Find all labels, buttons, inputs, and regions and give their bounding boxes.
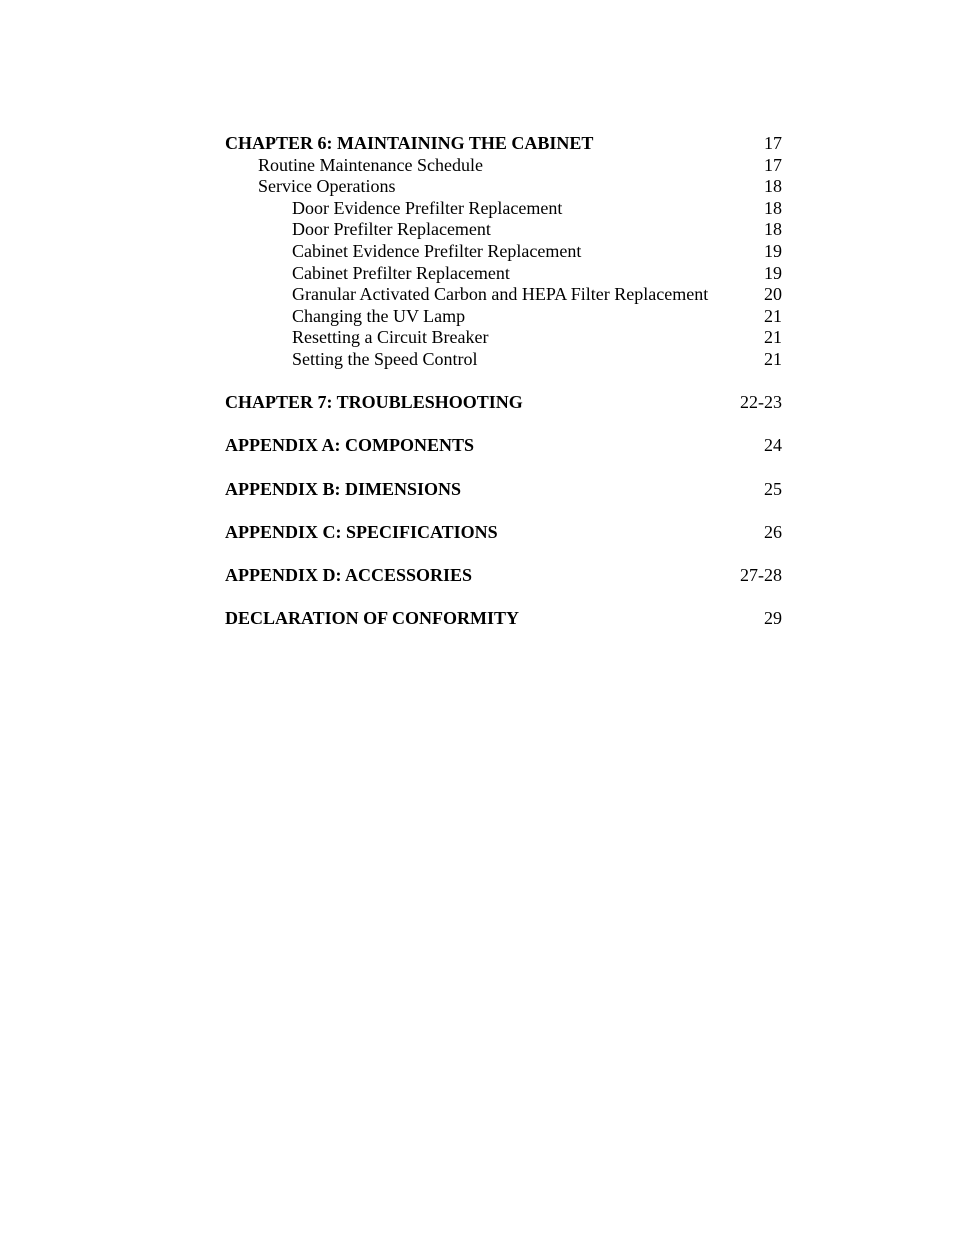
toc-entry-title: APPENDIX C: SPECIFICATIONS bbox=[225, 521, 498, 542]
toc-entry-circuit-breaker[interactable] bbox=[225, 327, 782, 349]
toc-entry-title: Changing the UV Lamp bbox=[292, 305, 466, 326]
toc-entry-title: Service Operations bbox=[258, 176, 396, 197]
toc-entry-title: APPENDIX D: ACCESSORIES bbox=[225, 564, 473, 585]
toc-entry-title: Granular Activated Carbon and HEPA Filter Replacement bbox=[292, 284, 709, 305]
toc-entry-page: 22-23 bbox=[740, 392, 782, 413]
toc-entry-page: 21 bbox=[764, 305, 782, 326]
toc-entry-page: 17 bbox=[764, 154, 782, 175]
table-of-contents bbox=[225, 133, 782, 630]
toc-entry-speed-control[interactable] bbox=[225, 349, 782, 371]
toc-entry-appendix-b[interactable] bbox=[225, 479, 782, 501]
toc-entry-page: 17 bbox=[764, 133, 782, 153]
toc-entry-page: 21 bbox=[764, 348, 782, 369]
toc-entry-title: Setting the Speed Control bbox=[292, 348, 478, 369]
toc-entry-title: APPENDIX B: DIMENSIONS bbox=[225, 478, 462, 499]
toc-entry-page: 25 bbox=[764, 478, 782, 499]
toc-entry-page: 20 bbox=[764, 284, 782, 305]
toc-entry-carbon-hepa-filter[interactable] bbox=[225, 284, 782, 306]
toc-entry-title: Cabinet Evidence Prefilter Replacement bbox=[292, 240, 582, 261]
toc-entry-title: Routine Maintenance Schedule bbox=[258, 154, 483, 175]
toc-entry-page: 18 bbox=[764, 197, 782, 218]
toc-entry-chapter-7[interactable] bbox=[225, 392, 782, 414]
toc-entry-declaration[interactable] bbox=[225, 608, 782, 630]
toc-entry-title: DECLARATION OF CONFORMITY bbox=[225, 608, 520, 629]
toc-entry-title: CHAPTER 7: TROUBLESHOOTING bbox=[225, 392, 523, 413]
toc-entry-chapter-6[interactable] bbox=[225, 133, 782, 155]
toc-entry-page: 18 bbox=[764, 219, 782, 240]
toc-entry-door-prefilter[interactable] bbox=[225, 219, 782, 241]
toc-entry-title: CHAPTER 6: MAINTAINING THE CABINET bbox=[225, 133, 594, 153]
toc-entry-routine-maintenance-schedule[interactable] bbox=[225, 155, 782, 177]
toc-entry-page: 27-28 bbox=[740, 564, 782, 585]
toc-entry-appendix-c[interactable] bbox=[225, 522, 782, 544]
toc-entry-appendix-d[interactable] bbox=[225, 565, 782, 587]
toc-entry-title: Cabinet Prefilter Replacement bbox=[292, 262, 510, 283]
toc-entry-title: Door Prefilter Replacement bbox=[292, 219, 491, 240]
toc-entry-cabinet-prefilter[interactable] bbox=[225, 263, 782, 285]
toc-entry-title: Resetting a Circuit Breaker bbox=[292, 327, 489, 348]
toc-entry-page: 21 bbox=[764, 327, 782, 348]
toc-entry-cabinet-evidence-prefilter[interactable] bbox=[225, 241, 782, 263]
toc-entry-page: 19 bbox=[764, 240, 782, 261]
toc-entry-page: 19 bbox=[764, 262, 782, 283]
toc-entry-appendix-a[interactable] bbox=[225, 435, 782, 457]
toc-entry-page: 26 bbox=[764, 521, 782, 542]
toc-entry-service-operations[interactable] bbox=[225, 176, 782, 198]
toc-entry-title: APPENDIX A: COMPONENTS bbox=[225, 435, 475, 456]
toc-entry-page: 18 bbox=[764, 176, 782, 197]
toc-entry-door-evidence-prefilter[interactable] bbox=[225, 198, 782, 220]
toc-entry-page: 24 bbox=[764, 435, 782, 456]
toc-entry-page: 29 bbox=[764, 608, 782, 629]
toc-entry-uv-lamp[interactable] bbox=[225, 306, 782, 328]
toc-entry-title: Door Evidence Prefilter Replacement bbox=[292, 197, 563, 218]
